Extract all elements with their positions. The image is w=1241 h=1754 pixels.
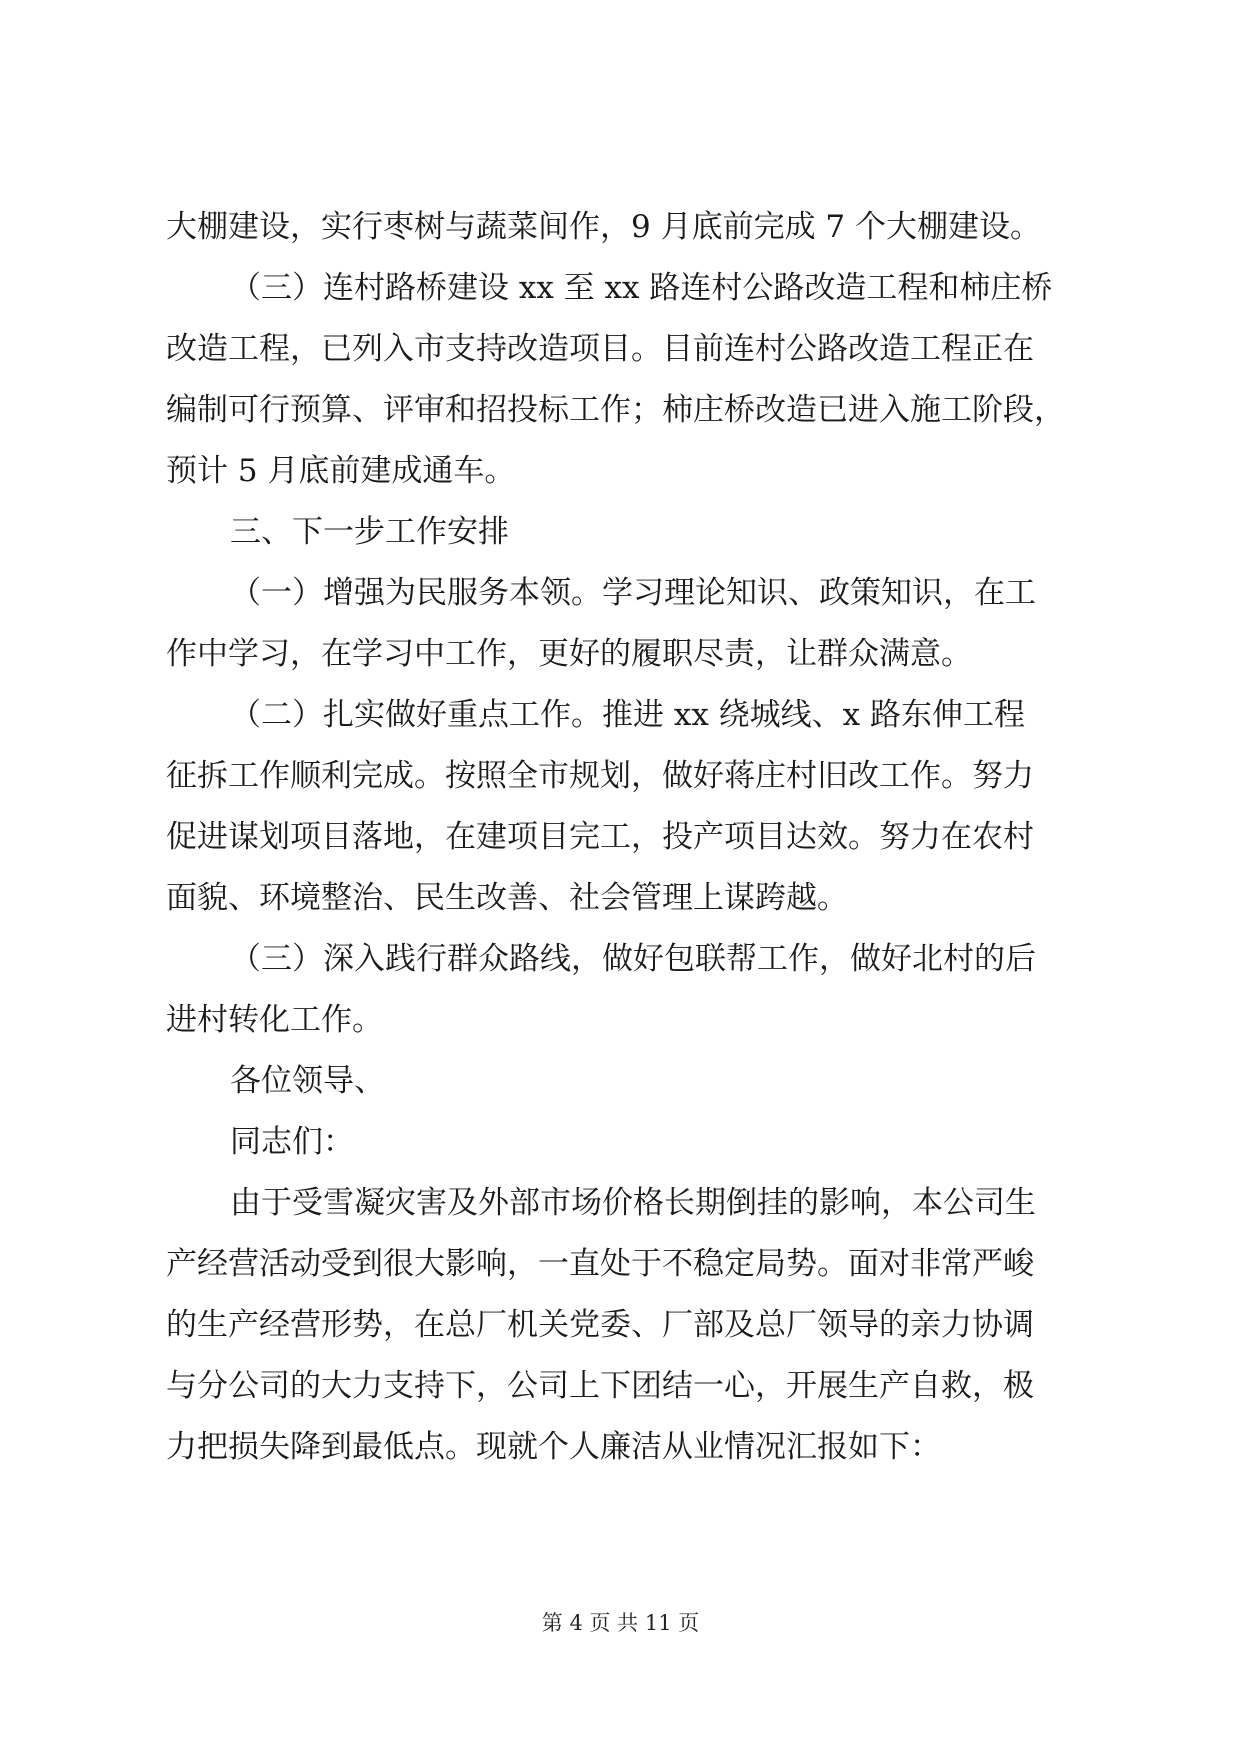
text-line: 预计 5 月底前建成通车。 [166, 453, 516, 489]
salutation-line: 同志们： [230, 1124, 354, 1160]
salutation-line: 各位领导、 [230, 1063, 385, 1099]
section-heading: 三、下一步工作安排 [230, 514, 509, 550]
text-line: （一）增强为民服务本领。学习理论知识、政策知识，在工 [230, 575, 1036, 611]
text-line: 产经营活动受到很大影响，一直处于不稳定局势。面对非常严峻 [166, 1246, 1034, 1282]
text-line: （二）扎实做好重点工作。推进 xx 绕城线、x 路东伸工程 [230, 697, 1026, 733]
text-line: 改造工程，已列入市支持改造项目。目前连村公路改造工程正在 [166, 331, 1034, 367]
text-line: （三）连村路桥建设 xx 至 xx 路连村公路改造工程和柿庄桥 [230, 270, 1053, 306]
text-line: 进村转化工作。 [166, 1002, 383, 1038]
page-number-footer: 第 4 页 共 11 页 [541, 1611, 700, 1635]
text-line: 促进谋划项目落地，在建项目完工，投产项目达效。努力在农村 [166, 819, 1034, 855]
text-line: 作中学习，在学习中工作，更好的履职尽责，让群众满意。 [166, 636, 972, 672]
text-line: 征拆工作顺利完成。按照全市规划，做好蒋庄村旧改工作。努力 [166, 758, 1034, 794]
text-line: 由于受雪凝灾害及外部市场价格长期倒挂的影响，本公司生 [230, 1185, 1036, 1221]
text-line: 编制可行预算、评审和招投标工作；柿庄桥改造已进入施工阶段， [166, 392, 1065, 428]
text-line: 力把损失降到最低点。现就个人廉洁从业情况汇报如下： [166, 1429, 941, 1465]
text-line: （三）深入践行群众路线，做好包联帮工作，做好北村的后 [230, 941, 1036, 977]
text-line: 与分公司的大力支持下，公司上下团结一心，开展生产自救，极 [166, 1368, 1034, 1404]
text-line: 的生产经营形势，在总厂机关党委、厂部及总厂领导的亲力协调 [166, 1307, 1034, 1343]
text-line: 大棚建设，实行枣树与蔬菜间作，9 月底前完成 7 个大棚建设。 [166, 209, 1042, 245]
document-body [166, 197, 1080, 1478]
text-line: 面貌、环境整治、民生改善、社会管理上谋跨越。 [166, 880, 848, 916]
